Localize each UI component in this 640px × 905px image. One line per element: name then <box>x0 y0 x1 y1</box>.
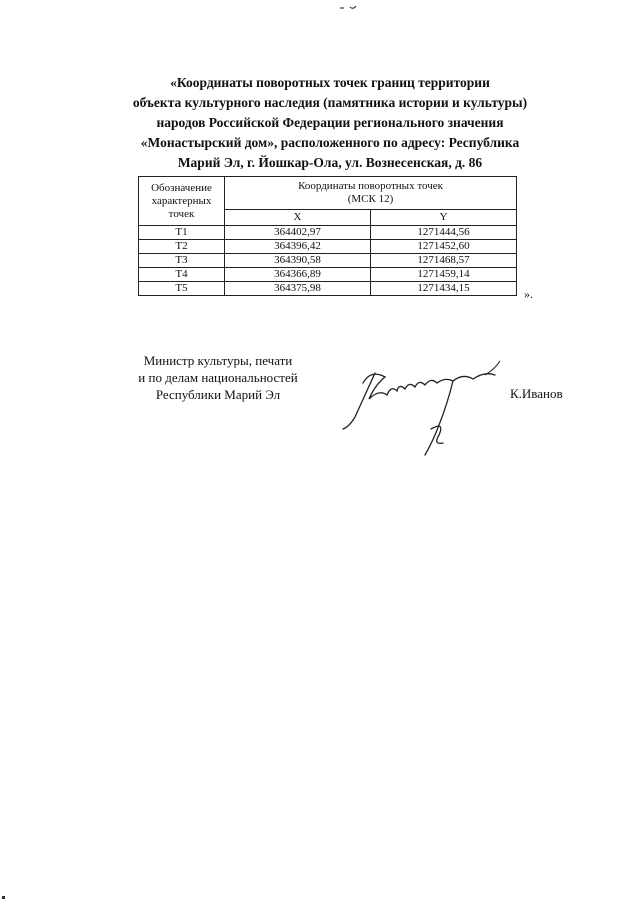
title-line: Марий Эл, г. Йошкар-Ола, ул. Вознесенская, д. 86 <box>177 155 483 170</box>
header-line: точек <box>168 207 195 220</box>
coordinates-header <box>225 177 517 210</box>
point-cell: Т3 <box>139 254 225 268</box>
page-top-mark <box>338 3 360 11</box>
table-row <box>139 240 517 254</box>
handwritten-signature <box>335 355 510 465</box>
coordinates-table <box>138 176 517 296</box>
position-line: и по делам национальностей <box>138 370 298 385</box>
y-column-header: Y <box>371 210 517 226</box>
title-line: «Координаты поворотных точек границ территории <box>170 75 490 90</box>
y-cell: 1271434,15 <box>371 282 517 296</box>
scan-mark <box>2 896 5 899</box>
point-cell: Т5 <box>139 282 225 296</box>
signatory-name: К.Иванов <box>510 386 563 401</box>
y-cell: 1271459,14 <box>371 268 517 282</box>
x-cell: 364366,89 <box>225 268 371 282</box>
title-line: объекта культурного наследия (памятника истории и культуры) <box>132 95 528 110</box>
x-cell: 364375,98 <box>225 282 371 296</box>
y-cell: 1271444,56 <box>371 226 517 240</box>
y-cell: 1271468,57 <box>371 254 517 268</box>
table-row <box>139 282 517 296</box>
document-title <box>90 73 570 173</box>
point-cell: Т4 <box>139 268 225 282</box>
header-line: Обозначение <box>151 181 212 194</box>
table-row <box>139 254 517 268</box>
table-header-row <box>139 177 517 210</box>
position-line: Министр культуры, печати <box>143 353 293 368</box>
x-cell: 364396,42 <box>225 240 371 254</box>
header-line: характерных <box>151 194 212 207</box>
header-line: (МСК 12) <box>347 193 394 206</box>
header-line: Координаты поворотных точек <box>298 180 443 193</box>
x-column-header: X <box>225 210 371 226</box>
point-cell: Т1 <box>139 226 225 240</box>
position-line: Республики Марий Эл <box>155 387 281 402</box>
x-cell: 364390,58 <box>225 254 371 268</box>
signatory-position <box>118 352 318 403</box>
point-designation-header <box>139 177 225 226</box>
point-cell: Т2 <box>139 240 225 254</box>
y-cell: 1271452,60 <box>371 240 517 254</box>
table-row <box>139 226 517 240</box>
title-line: «Монастырский дом», расположенного по адресу: Республика <box>140 135 520 150</box>
title-line: народов Российской Федерации регионального значения <box>156 115 504 130</box>
closing-quote: ». <box>524 287 533 301</box>
table-row <box>139 268 517 282</box>
x-cell: 364402,97 <box>225 226 371 240</box>
